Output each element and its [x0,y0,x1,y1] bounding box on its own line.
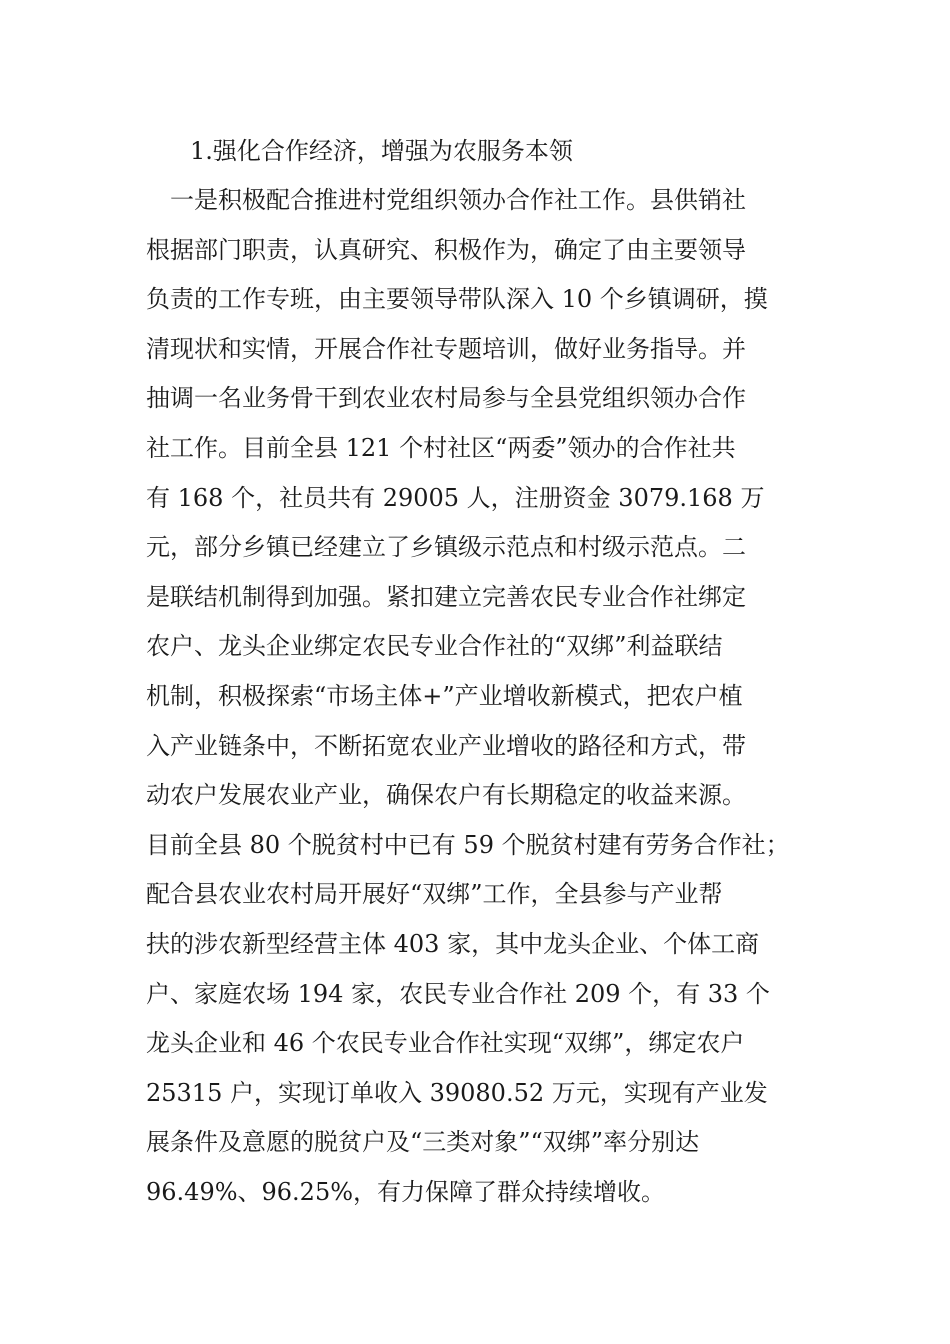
paragraph-line: 农户、龙头企业绑定农民专业合作社的“双绑”利益联结 [146,632,723,661]
paragraph-line: 入产业链条中，不断拓宽农业产业增收的路径和方式，带 [146,731,746,760]
section-heading: 1.强化合作经济，增强为农服务本领 [190,137,573,165]
paragraph-line: 抽调一名业务骨干到农业农村局参与全县党组织领办合作 [146,384,746,413]
paragraph-line: 机制，积极探索“市场主体+”产业增收新模式，把农户植 [146,681,743,710]
body-paragraph [146,176,826,1217]
paragraph-line: 配合县农业农村局开展好“双绑”工作，全县参与产业帮 [146,880,723,909]
paragraph-line: 有 168 个，社员共有 29005 人，注册资金 3079.168 万 [146,483,765,512]
paragraph-line: 展条件及意愿的脱贫户及“三类对象”“双绑”率分别达 [146,1128,700,1157]
paragraph-line: 根据部门职责，认真研究、积极作为，确定了由主要领导 [146,235,746,264]
paragraph-line: 元，部分乡镇已经建立了乡镇级示范点和村级示范点。二 [146,533,746,562]
paragraph-line: 是联结机制得到加强。紧扣建立完善农民专业合作社绑定 [146,582,746,611]
paragraph-line: 户、家庭农场 194 家，农民专业合作社 209 个，有 33 个 [146,979,770,1008]
paragraph-line: 一是积极配合推进村党组织领办合作社工作。县供销社 [146,186,746,214]
paragraph-line: 龙头企业和 46 个农民专业合作社实现“双绑”，绑定农户 [146,1029,745,1058]
paragraph-line: 社工作。目前全县 121 个村社区“两委”领办的合作社共 [146,433,736,462]
paragraph-line: 目前全县 80 个脱贫村中已有 59 个脱贫村建有劳务合作社； [146,830,790,859]
paragraph-line: 清现状和实情，开展合作社专题培训，做好业务指导。并 [146,334,746,363]
paragraph-line: 扶的涉农新型经营主体 403 家，其中龙头企业、个体工商 [146,929,760,958]
paragraph-line: 负责的工作专班，由主要领导带队深入 10 个乡镇调研，摸 [146,285,768,314]
paragraph-line: 动农户发展农业产业，确保农户有长期稳定的收益来源。 [146,781,746,810]
paragraph-line: 96.49%、96.25%，有力保障了群众持续增收。 [146,1177,666,1206]
paragraph-line: 25315 户，实现订单收入 39080.52 万元，实现有产业发 [146,1078,768,1107]
